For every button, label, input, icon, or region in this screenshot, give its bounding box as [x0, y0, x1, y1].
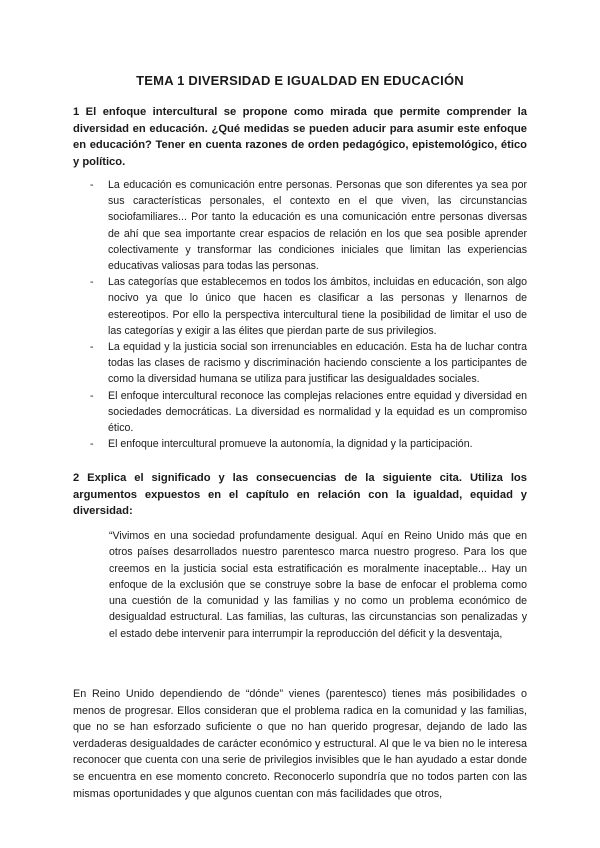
answer-1-bullet-list — [90, 177, 527, 452]
bullet-dash: - — [90, 179, 94, 191]
bullet-item — [90, 388, 527, 437]
bullet-text: Las categorías que establecemos en todos los ámbitos, incluidas en educación, son algo nocivo ya que lo único que hacen es clasificar a las personas y llenarnos de estereotipos. Por ello la perspectiva intercultural tiene la posibilidad de limitar el uso de las categorías y exigir a las élites que pierdan parte de sus privilegios. — [108, 276, 527, 337]
bullet-text: La equidad y la justicia social son irrenunciables en educación. Esta ha de luchar contra todas las clases de racismo y discriminación haciendo consciente a los participantes de como la diversidad humana se utiliza para justificar las desigualdades sociales. — [108, 341, 527, 386]
bullet-dash: - — [90, 438, 94, 451]
bullet-item — [90, 274, 527, 339]
question-1: 1 El enfoque intercultural se propone como mirada que permite comprender la diversidad en educación. ¿Qué medidas se pueden aducir para asumir este enfoque en educación? Tener en cuenta razones de orden pedagógico, epistemológico, ético y político. — [73, 106, 527, 168]
bullet-item — [90, 436, 527, 452]
bullet-dash: - — [90, 341, 94, 354]
question-2: 2 Explica el significado y las consecuencias de la siguiente cita. Utiliza los argumentos expuestos en el capítulo en relación con la igualdad, equidad y diversidad: — [73, 472, 527, 518]
bullet-text: El enfoque intercultural promueve la autonomía, la dignidad y la participación. — [108, 438, 473, 451]
answer-2-paragraph: En Reino Unido dependiendo de “dónde” vienes (parentesco) tienes más posibilidades o menos de progresar. Ellos consideran que el problema radica en la comunidad y las familias, que no se han esforzado suficiente o que no han querido progresar, dejando de lado las verdaderas desigualdades de carácter económico y estructural. Al que le va bien no le interesa reconocer que cuenta con una serie de privilegios invisibles que le han ayudado a estar donde se encuentra en ese momento concreto. Reconocerlo supondría que no todos parten con las mismas oportunidades y que algunos cuentan con más facilidades que otros, — [73, 688, 527, 800]
bullet-dash: - — [90, 276, 94, 289]
block-quote: “Vivimos en una sociedad profundamente desigual. Aquí en Reino Unido más que en otros países desarrollados nuestro parentesco marca nuestro progreso. Para los que creemos en la justicia social esta estratificación es moralmente inaceptable... Hay un enfoque de la exclusión que se construye sobre la base de enfocar el problema como una cuestión de la comunidad y las familias y no como un problema económico de desigualdad estructural. Las familias, las culturas, las circunstancias son penalizadas y el estado debe intervenir para interrumpir la reproducción del déficit y la desventaja, — [109, 530, 527, 640]
bullet-dash: - — [90, 389, 94, 402]
bullet-text: El enfoque intercultural reconoce las complejas relaciones entre equidad y diversidad en sociedades democráticas. La diversidad es normalidad y la equidad es un compromiso ético. — [108, 389, 527, 435]
page-title: TEMA 1 DIVERSIDAD E IGUALDAD EN EDUCACIÓN — [136, 73, 464, 88]
bullet-item — [90, 339, 527, 388]
bullet-item — [90, 177, 527, 274]
bullet-text: La educación es comunicación entre personas. Personas que son diferentes ya sea por sus características personales, el contexto en el que viven, las circunstancias sociofamiliares... Por tanto la educación es una comunicación entre personas diversas de ahí que sea importante crear espacios de relación en los que sea posible aprender colectivamente y transformar las condiciones iniciales que limitan las experiencias educativas valiosas para todas las personas. — [108, 179, 527, 273]
